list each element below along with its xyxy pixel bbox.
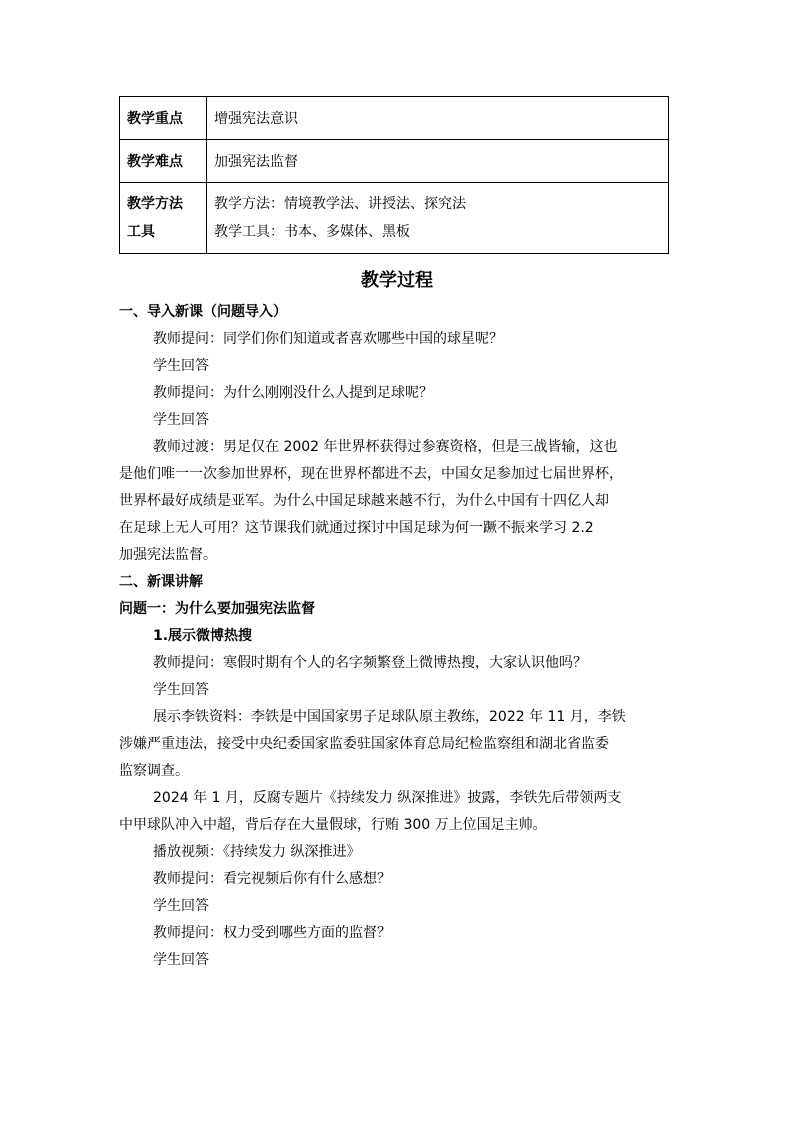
row-label [120,183,207,254]
row-label-line: 工具 [127,224,155,240]
text-line: 教师提问：同学们你们知道或者喜欢哪些中国的球星呢？ [153,331,503,347]
row-value: 增强宪法意识 [207,97,669,140]
text-line: 是他们唯一一次参加世界杯，现在世界杯都进不去，中国女足参加过七届世界杯， [119,466,623,482]
text-line: 教师提问：寒假时期有个人的名字频繁登上微博热搜，大家认识他吗？ [153,655,587,671]
text-line: 学生回答 [153,952,209,968]
row-value-line: 教学方法：情境教学法、讲授法、探究法 [214,196,466,212]
lesson-info-table [119,96,669,254]
page-title: 教学过程 [361,270,433,291]
text-line: 涉嫌严重违法，接受中央纪委国家监委驻国家体育总局纪检监察组和湖北省监委 [119,736,609,752]
row-label-line: 教学方法 [127,196,183,212]
text-line: 中甲球队冲入中超，背后存在大量假球，行贿 300 万上位国足主帅。 [119,817,547,833]
text-line: 学生回答 [153,412,209,428]
section-heading: 一、导入新课（问题导入） [119,304,287,320]
text-line: 学生回答 [153,682,209,698]
row-label: 教学难点 [120,140,207,183]
table-row [120,183,669,254]
row-value: 加强宪法监督 [207,140,669,183]
row-label: 教学重点 [120,97,207,140]
table-row [120,140,669,183]
row-value [207,183,669,254]
question-heading: 问题一：为什么要加强宪法监督 [119,601,315,617]
report-paragraph [119,785,676,839]
text-line: 2024 年 1 月，反腐专题片《持续发力 纵深推进》披露，李铁先后带领两支 [153,790,622,806]
table-row [120,97,669,140]
text-line: 世界杯最好成绩是亚军。为什么中国足球越来越不行，为什么中国有十四亿人却 [119,493,609,509]
text-line: 教师提问：看完视频后你有什么感想？ [153,871,391,887]
transition-paragraph [119,434,676,569]
text-line: 播放视频：《持续发力 纵深推进》 [153,844,361,860]
text-line: 学生回答 [153,358,209,374]
text-line: 学生回答 [153,898,209,914]
text-line: 教师提问：权力受到哪些方面的监督？ [153,925,391,941]
sub-heading: 1.展示微博热搜 [153,628,253,644]
text-line: 教师过渡：男足仅在 2002 年世界杯获得过参赛资格，但是三战皆输，这也 [153,439,618,455]
row-value-line: 教学工具：书本、多媒体、黑板 [214,224,410,240]
lesson-process [119,299,676,974]
text-line: 加强宪法监督。 [119,547,217,563]
text-line: 展示李铁资料：李铁是中国国家男子足球队原主教练，2022 年 11 月，李铁 [153,709,626,725]
material-paragraph [119,704,676,785]
text-line: 在足球上无人可用？这节课我们就通过探讨中国足球为何一蹶不振来学习 2.2 [119,520,594,536]
text-line: 监察调查。 [119,763,189,779]
text-line: 教师提问：为什么刚刚没什么人提到足球呢？ [153,385,433,401]
section-heading: 二、新课讲解 [119,574,203,590]
